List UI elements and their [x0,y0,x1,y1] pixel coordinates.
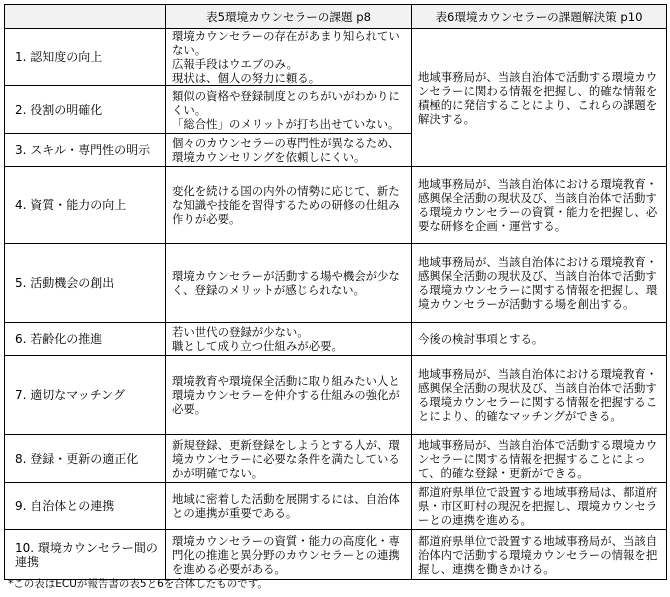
row-issue: 変化を続ける国の内外の情勢に応じて、新たな知識や技能を習得するための研修の仕組み作りが必要。 [166,167,412,244]
row-item: 5. 活動機会の創出 [5,244,166,323]
header-solutions: 表6環境カウンセラーの課題解決策 p10 [412,5,667,29]
row-solution: 地域事務局が、当該自治体で活動する環境カウンセラーに関わる情報を把握し、的確な情報を積極的に発信することにより、これらの課題を解決する。 [412,29,667,167]
row-solution: 地域事務局が、当該自治体で活動する環境カウンセラーに関する情報を把握することによって、的確な登録・更新ができる。 [412,435,667,483]
row-item: 3. スキル・専門性の明示 [5,134,166,167]
row-item: 7. 適切なマッチング [5,356,166,435]
row-issue: 地域に密着した活動を展開するには、自治体との連携が重要である。 [166,483,412,530]
footnote: *この表はECUが報告書の表5と6を合体したものです。 [8,578,268,590]
row-issue: 類似の資格や登録制度とのちがいがわかりにくい。 「総合性」のメリットが打ち出せていない。 [166,86,412,134]
row-item: 10. 環境カウンセラー間の連携 [5,530,166,580]
table-row [5,435,667,483]
row-item: 8. 登録・更新の適正化 [5,435,166,483]
row-solution: 都道府県単位で設置する地域事務局は、都道府県・市区町村の現況を把握し、環境カウンセラーとの連携を進める。 [412,483,667,530]
row-issue: 環境カウンセラーが活動する場や機会が少なく、登録のメリットが感じられない。 [166,244,412,323]
issues-solutions-table [4,4,667,580]
row-solution: 地域事務局が、当該自治体における環境教育・感興保全活動の現状及び、当該自治体で活動する環境カウンセラーの資質・能力を把握し、必要な研修を企画・運営する。 [412,167,667,244]
row-issue: 環境カウンセラーの資質・能力の高度化・専門化の推進と異分野のカウンセラーとの連携を進める必要がある。 [166,530,412,580]
header-issues: 表5環境カウンセラーの課題 p8 [166,5,412,29]
table-row [5,483,667,530]
table-row [5,244,667,323]
header-item [5,5,166,29]
row-item: 4. 資質・能力の向上 [5,167,166,244]
table-row [5,356,667,435]
table-row [5,530,667,580]
row-issue: 個々のカウンセラーの専門性が異なるため、環境カウンセリングを依頼しにくい。 [166,134,412,167]
row-item: 6. 若齢化の推進 [5,323,166,356]
row-solution: 地域事務局が、当該自治体における環境教育・感興保全活動の現状及び、当該自治体で活動する環境カウンセラーに関する情報を把握し、環境カウンセラーが活動する場を創出する。 [412,244,667,323]
row-solution: 今後の検討事項とする。 [412,323,667,356]
row-item: 2. 役割の明確化 [5,86,166,134]
table-row [5,323,667,356]
row-issue: 新規登録、更新登録をしようとする人が、環境カウンセラーに必要な条件を満たしているかが明確でない。 [166,435,412,483]
header-row [5,5,667,29]
row-item: 1. 認知度の向上 [5,29,166,86]
row-item: 9. 自治体との連携 [5,483,166,530]
row-issue: 環境カウンセラーの存在があまり知られていない。 広報手段はウエブのみ。 現状は、個人の努力に頼る。 [166,29,412,86]
row-solution: 都道府県単位で設置する地域事務局が、当該自治体内で活動する環境カウンセラーの情報を把握し、連携を働きかける。 [412,530,667,580]
table-row [5,29,667,86]
row-issue: 環境教育や環境保全活動に取り組みたい人と環境カウンセラーを仲介する仕組みの強化が必要。 [166,356,412,435]
row-issue: 若い世代の登録が少ない。 職として成り立つ仕組みが必要。 [166,323,412,356]
table-row [5,167,667,244]
row-solution: 地域事務局が、当該自治体における環境教育・感興保全活動の現状及び、当該自治体で活動する環境カウンセラーに関する情報を把握することにより、的確なマッチングができる。 [412,356,667,435]
